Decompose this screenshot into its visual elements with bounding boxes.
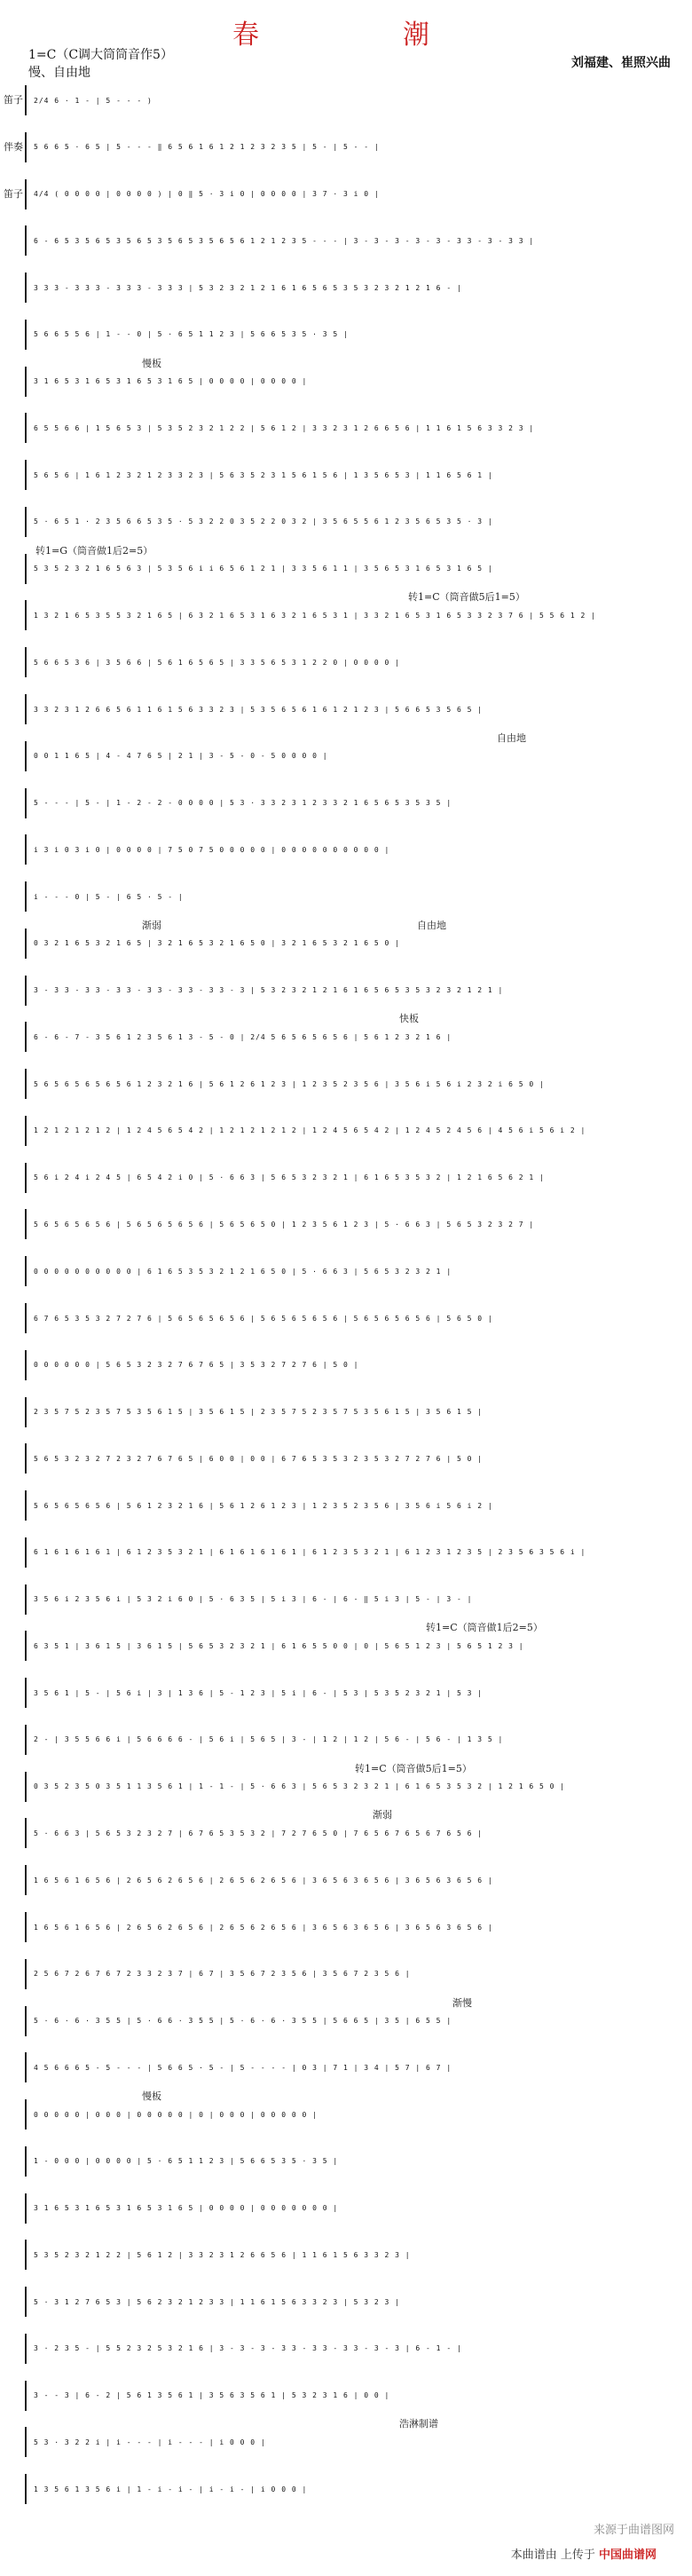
- score-line: 6 - 6 5 3 5 6 5 3 5 6 5 3 5 6 5 3 5 6 5 6 1 2 1 2 3 5 - - - | 3 - 3 - 3 - 3 - 3 - 3 3 - 3 - 3 3 |: [25, 225, 685, 256]
- score-line: 3 - 3 3 - 3 3 - 3 3 - 3 3 - 3 3 - 3 3 - 3 | 5 3 2 3 2 1 2 1 6 1 6 5 6 5 3 5 3 2 3 2 1 2 1 |: [25, 976, 685, 1006]
- score-line: 1 3 5 6 1 3 5 6 i | 1 - i - i - | i - i - | i 0 0 0 |: [25, 2474, 685, 2504]
- marking-modulation1: 转1=G（筒音做1后2=5）: [35, 544, 153, 557]
- marking-slowdown: 渐慢: [452, 1996, 472, 2009]
- score-line: 3 1 6 5 3 1 6 5 3 1 6 5 3 1 6 5 | 0 0 0 0 | 0 0 0 0 0 0 0 |: [25, 2193, 685, 2224]
- score-line: 2 5 6 7 2 6 7 6 7 2 3 3 2 3 7 | 6 7 | 3 5 6 7 2 3 5 6 | 3 5 6 7 2 3 5 6 |: [25, 1959, 685, 1989]
- watermark: 来源于曲谱图网: [593, 2524, 674, 2537]
- marking-dim: 渐弱: [373, 1809, 392, 1821]
- score-line: 5 6 6 5 3 6 | 3 5 6 6 | 5 6 1 6 5 6 5 | 3 3 5 6 5 3 1 2 2 0 | 0 0 0 0 |: [25, 647, 685, 677]
- score-line: 0 0 0 0 0 | 0 0 0 | 0 0 0 0 0 | 0 | 0 0 0 | 0 0 0 0 0 |: [25, 2099, 685, 2130]
- page-title: 春 潮: [232, 20, 460, 51]
- score-line: 1 - 0 0 0 | 0 0 0 0 | 5 · 6 5 1 1 2 3 | 5 6 6 5 3 5 · 3 5 |: [25, 2146, 685, 2177]
- score-line: 5 6 5 6 5 6 5 6 5 6 1 2 3 2 1 6 | 5 6 1 2 6 1 2 3 | 1 2 3 5 2 3 5 6 | 3 5 6 i 5 6 i 2 3 2 i 6 5 0 |: [25, 1069, 685, 1099]
- score-line: 5 3 5 2 3 2 1 6 5 6 3 | 5 3 5 6 i i 6 5 6 1 2 1 | 3 3 5 6 1 1 | 3 5 6 5 3 1 6 5 3 1 6 5 |: [25, 554, 685, 584]
- score-line: 5 6 5 6 5 6 5 6 | 5 6 5 6 5 6 5 6 | 5 6 5 6 5 0 | 1 2 3 5 6 1 2 3 | 5 · 6 6 3 | 5 6 5 3 2 3 2 7 |: [25, 1209, 685, 1239]
- marking-slow: 慢板: [142, 2090, 161, 2103]
- score-line: 2 - | 3 5 5 6 6 i | 5 6 6 6 6 - | 5 6 i | 5 6 5 | 3 - | 1 2 | 1 2 | 5 6 - | 5 6 - | 1 3 5 |: [25, 1725, 685, 1755]
- score-line: 6 1 6 1 6 1 6 1 | 6 1 2 3 5 3 2 1 | 6 1 6 1 6 1 6 1 | 6 1 2 3 5 3 2 1 | 6 1 2 3 1 2 3 5 | 2 3 5 6 3 5 6 i |: [25, 1537, 685, 1568]
- marking-fast: 快板: [399, 1013, 419, 1025]
- marking-free: 自由地: [497, 731, 526, 744]
- marking-dim: 渐弱: [142, 919, 161, 931]
- score-line: 5 6 6 5 · 6 5 | 5 - - - ‖ 6 5 6 1 6 1 2 1 2 3 2 3 5 | 5 - | 5 - - |: [25, 132, 685, 162]
- score-line: 6 - 6 - 7 - 3 5 6 1 2 3 5 6 1 3 - 5 - 0 | 2/4 5 6 5 6 5 6 5 6 | 5 6 1 2 3 2 1 6 |: [25, 1022, 685, 1052]
- marking-modulation3: 转1=C（筒音做1后2=5）: [426, 1622, 543, 1634]
- score-line: 6 5 5 6 6 | 1 5 6 5 3 | 5 3 5 2 3 2 1 2 2 | 5 6 1 2 | 3 3 2 3 1 2 6 6 5 6 | 1 1 6 1 5 6 3 3 2 3 |: [25, 413, 685, 443]
- marking-credit: 浩淋制谱: [399, 2418, 438, 2430]
- footer-text: 本曲谱由 上传于: [510, 2548, 595, 2562]
- score-line: 5 - - - | 5 - | 1 - 2 - 2 - 0 0 0 0 | 5 3 · 3 3 2 3 1 2 3 3 2 1 6 5 6 5 3 5 3 5 |: [25, 788, 685, 818]
- score-line: 5 · 6 5 1 · 2 3 5 6 6 5 3 5 · 5 3 2 2 0 3 5 2 2 0 3 2 | 3 5 6 5 5 6 1 2 3 5 6 5 3 5 · 3 |: [25, 507, 685, 537]
- score-line: 1 2 1 2 1 2 1 2 | 1 2 4 5 6 5 4 2 | 1 2 1 2 1 2 1 2 | 1 2 4 5 6 5 4 2 | 1 2 4 5 2 4 5 6 | 4 5 6 i 5 6 i 2 |: [25, 1116, 685, 1146]
- score-line: 1 3 2 1 6 5 3 5 5 3 2 1 6 5 | 6 3 2 1 6 5 3 1 6 3 2 1 6 5 3 1 | 3 3 2 1 6 5 3 1 6 5 3 3 2 3 7 6 | 5 5 6 1 2 |: [25, 600, 685, 630]
- footer-site[interactable]: 中国曲谱网: [598, 2548, 657, 2562]
- score-line: 4/4 ( 0 0 0 0 | 0 0 0 0 ) | 0 ‖ 5 · 3 i 0 | 0 0 0 0 | 3 7 · 3 i 0 |: [25, 179, 685, 209]
- score-line: 0 0 0 0 0 0 | 5 6 5 3 2 3 2 7 6 7 6 5 | 3 5 3 2 7 2 7 6 | 5 0 |: [25, 1350, 685, 1380]
- marking-slow: 慢板: [142, 357, 161, 369]
- score-line: 5 · 6 · 6 · 3 5 5 | 5 · 6 6 · 3 5 5 | 5 · 6 · 6 · 3 5 5 | 5 6 6 5 | 3 5 | 6 5 5 |: [25, 2006, 685, 2036]
- score-line: 0 0 0 0 0 0 0 0 0 0 | 6 1 6 5 3 5 3 2 1 2 1 6 5 0 | 5 · 6 6 3 | 5 6 5 3 2 3 2 1 |: [25, 1256, 685, 1286]
- score-line: 0 3 2 1 6 5 3 2 1 6 5 | 3 2 1 6 5 3 2 1 6 5 0 | 3 2 1 6 5 3 2 1 6 5 0 |: [25, 928, 685, 959]
- score-line: 3 1 6 5 3 1 6 5 3 1 6 5 3 1 6 5 | 0 0 0 0 | 0 0 0 0 |: [25, 367, 685, 397]
- score-line: 5 6 i 2 4 i 2 4 5 | 6 5 4 2 i 0 | 5 · 6 6 3 | 5 6 5 3 2 3 2 1 | 6 1 6 5 3 5 3 2 | 1 2 1 6 5 6 2 1 |: [25, 1163, 685, 1193]
- score-line: 3 5 6 1 | 5 - | 5 6 i | 3 | 1 3 6 | 5 - 1 2 3 | 5 i | 6 - | 5 3 | 5 3 5 2 3 2 1 | 5 3 |: [25, 1678, 685, 1708]
- marking-modulation4: 转1=C（筒音做5后1=5）: [355, 1762, 472, 1774]
- score-line: 0 0 1 1 6 5 | 4 - 4 7 6 5 | 2 1 | 3 - 5 - 0 - 5 0 0 0 0 |: [25, 741, 685, 771]
- instrument-label: 笛子: [4, 94, 23, 106]
- tempo-intro: 慢、自由地: [28, 66, 90, 80]
- score-line: 3 3 2 3 1 2 6 6 5 6 1 1 6 1 5 6 3 3 2 3 | 5 3 5 6 5 6 1 6 1 2 1 2 3 | 5 6 6 5 3 5 6 5 |: [25, 694, 685, 724]
- score-line: 5 6 5 6 | 1 6 1 2 3 2 1 2 3 3 2 3 | 5 6 3 5 2 3 1 5 6 1 5 6 | 1 3 5 6 5 3 | 1 1 6 5 6 1 |: [25, 460, 685, 490]
- score-line: 5 · 3 1 2 7 6 5 3 | 5 6 2 3 2 1 2 3 3 | 1 1 6 1 5 6 3 3 2 3 | 5 3 2 3 |: [25, 2287, 685, 2317]
- score-line: 1 6 5 6 1 6 5 6 | 2 6 5 6 2 6 5 6 | 2 6 5 6 2 6 5 6 | 3 6 5 6 3 6 5 6 | 3 6 5 6 3 6 5 6 |: [25, 1865, 685, 1895]
- marking-free: 自由地: [417, 919, 446, 931]
- score-line: 3 - - 3 | 6 - 2 | 5 6 1 3 5 6 1 | 3 5 6 3 5 6 1 | 5 3 2 3 1 6 | 0 0 |: [25, 2381, 685, 2411]
- score-line: 2 3 5 7 5 2 3 5 7 5 3 5 6 1 5 | 3 5 6 1 5 | 2 3 5 7 5 2 3 5 7 5 3 5 6 1 5 | 3 5 6 1 5 |: [25, 1397, 685, 1427]
- score-line: 1 6 5 6 1 6 5 6 | 2 6 5 6 2 6 5 6 | 2 6 5 6 2 6 5 6 | 3 6 5 6 3 6 5 6 | 3 6 5 6 3 6 5 6 |: [25, 1912, 685, 1942]
- score-line: i - - - 0 | 5 - | 6 5 · 5 - |: [25, 881, 685, 912]
- score-line: 2/4 6 · 1 - | 5 - - - ): [25, 85, 685, 115]
- score-line: 5 3 · 3 2 2 i | i - - - | i - - - | i 0 0 0 |: [25, 2427, 685, 2457]
- score-line: 5 6 6 5 5 6 | 1 - - 0 | 5 · 6 5 1 1 2 3 | 5 6 6 5 3 5 · 3 5 |: [25, 320, 685, 350]
- key-signature: 1=C（C调大筒筒音作5）: [28, 48, 173, 62]
- header-left: [28, 46, 173, 82]
- score-line: 6 3 5 1 | 3 6 1 5 | 3 6 1 5 | 5 6 5 3 2 3 2 1 | 6 1 6 5 5 0 0 | 0 | 5 6 5 1 2 3 | 5 6 5 1 2 3 |: [25, 1631, 685, 1661]
- score-line: 3 · 2 3 5 - | 5 5 2 3 2 5 3 2 1 6 | 3 - 3 - 3 - 3 3 - 3 3 - 3 3 - 3 - 3 | 6 - 1 - |: [25, 2334, 685, 2364]
- instrument-label: 伴奏: [4, 140, 23, 153]
- score-line: 5 6 5 6 5 6 5 6 | 5 6 1 2 3 2 1 6 | 5 6 1 2 6 1 2 3 | 1 2 3 5 2 3 5 6 | 3 5 6 i 5 6 i 2 |: [25, 1490, 685, 1521]
- score-line: 3 3 3 - 3 3 3 - 3 3 3 - 3 3 3 | 5 3 2 3 2 1 2 1 6 1 6 5 6 5 3 5 3 2 3 2 1 2 1 6 - |: [25, 273, 685, 303]
- score-line: 5 3 5 2 3 2 1 2 2 | 5 6 1 2 | 3 3 2 3 1 2 6 6 5 6 | 1 1 6 1 5 6 3 3 2 3 |: [25, 2240, 685, 2270]
- score-line: 6 7 6 5 3 5 3 2 7 2 7 6 | 5 6 5 6 5 6 5 6 | 5 6 5 6 5 6 5 6 | 5 6 5 6 5 6 5 6 | 5 6 5 0 |: [25, 1303, 685, 1333]
- marking-modulation2: 转1=C（筒音做5后1=5）: [408, 591, 525, 604]
- score-line: 5 6 5 3 2 3 2 7 2 3 2 7 6 7 6 5 | 6 0 0 | 0 0 | 6 7 6 5 3 5 3 2 3 5 3 2 7 2 7 6 | 5 0 |: [25, 1443, 685, 1474]
- score-line: 0 3 5 2 3 5 0 3 5 1 1 3 5 6 1 | 1 - 1 - | 5 · 6 6 3 | 5 6 5 3 2 3 2 1 | 6 1 6 5 3 5 3 2 | 1 2 1 6 5 0 |: [25, 1772, 685, 1802]
- score-line: 4 5 6 6 6 5 - 5 - - - | 5 6 6 5 · 5 - | 5 - - - - | 0 3 | 7 1 | 3 4 | 5 7 | 6 7 |: [25, 2052, 685, 2082]
- instrument-label: 笛子: [4, 187, 23, 200]
- score-line: 3 5 6 i 2 3 5 6 i | 5 3 2 i 6 0 | 5 · 6 3 5 | 5 i 3 | 6 - | 6 - ‖ 5 i 3 | 5 - | 3 - |: [25, 1584, 685, 1615]
- score-line: 5 · 6 6 3 | 5 6 5 3 2 3 2 7 | 6 7 6 5 3 5 3 2 | 7 2 7 6 5 0 | 7 6 5 6 7 6 5 6 7 6 5 6 |: [25, 1818, 685, 1848]
- footer: [511, 2545, 657, 2562]
- score-line: i 3 i 0 3 i 0 | 0 0 0 0 | 7 5 0 7 5 0 0 0 0 0 | 0 0 0 0 0 0 0 0 0 0 |: [25, 834, 685, 865]
- composer: 刘福建、崔照兴曲: [571, 56, 671, 70]
